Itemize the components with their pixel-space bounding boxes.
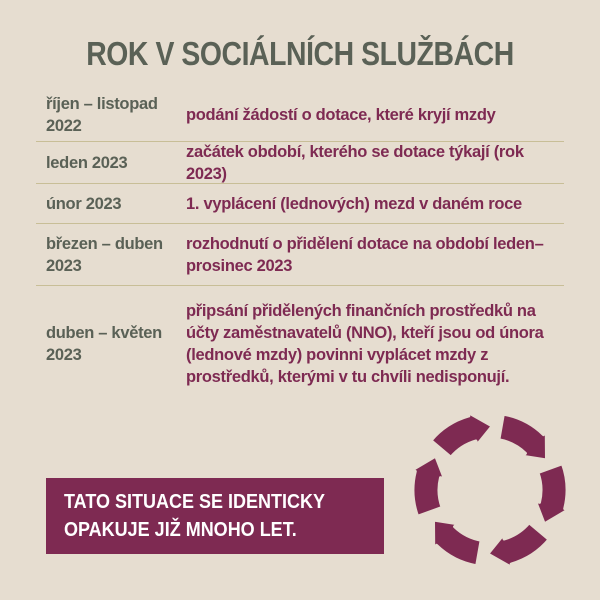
timeline-description: rozhodnutí o přidělení dotace na období leden–prosinec 2023 (186, 234, 544, 275)
timeline-description: připsání přidělených finančních prostředků na účty zaměstnavatelů (NNO), kteří jsou od února (lednové mzdy) povinni vyplácet mzdy z prostředků, kterými v tu chvíli nedisponují. (186, 302, 544, 386)
timeline-table (36, 88, 564, 402)
banner-line-2: OPAKUJE JIŽ MNOHO LET. (64, 519, 297, 541)
banner-line-1: TATO SITUACE SE IDENTICKY (64, 491, 326, 513)
timeline-row (36, 286, 564, 402)
cycle-arrow-segment (411, 456, 444, 516)
timeline-row (36, 184, 564, 224)
cycle-arrow-segment (433, 520, 481, 566)
timeline-description: začátek období, kterého se dotace týkají (rok 2023) (186, 142, 524, 183)
cycle-arrow-segment (488, 523, 549, 568)
cycle-arrow-segment (536, 464, 569, 524)
cycle-arrow-segment (431, 412, 492, 457)
timeline-date: březen – duben 2023 (46, 234, 163, 275)
timeline-description: podání žádostí o dotace, které kryjí mzdy (186, 105, 496, 124)
page-title: ROK V SOCIÁLNÍCH SLUŽBÁCH (86, 35, 514, 72)
conclusion-banner (46, 478, 384, 554)
timeline-date: leden 2023 (46, 153, 128, 172)
timeline-description: 1. vyplácení (lednových) mezd v daném roce (186, 194, 522, 213)
timeline-row (36, 142, 564, 184)
timeline-date: duben – květen 2023 (46, 324, 162, 364)
timeline-row (36, 88, 564, 142)
timeline-date: říjen – listopad 2022 (46, 94, 158, 135)
timeline-date: únor 2023 (46, 194, 122, 213)
timeline-row (36, 224, 564, 286)
circular-arrows-icon (405, 402, 575, 578)
cycle-arrow-segment (499, 414, 547, 460)
